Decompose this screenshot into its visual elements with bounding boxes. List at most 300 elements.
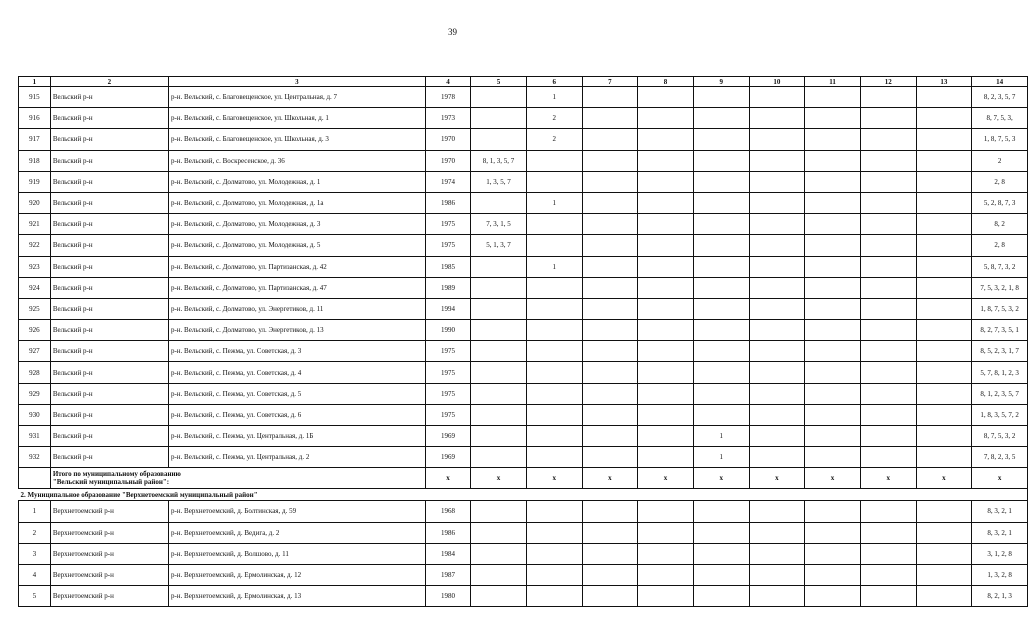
table-cell bbox=[916, 214, 972, 235]
table-cell bbox=[582, 129, 638, 150]
column-header: 8 bbox=[638, 77, 694, 87]
work-types-cell: 8, 3, 2, 1 bbox=[972, 501, 1028, 522]
table-cell bbox=[749, 171, 805, 192]
work-types-cell: 2, 8 bbox=[972, 235, 1028, 256]
table-row bbox=[19, 256, 1028, 277]
table-cell bbox=[471, 564, 527, 585]
district-cell: Вельский р-н bbox=[50, 341, 168, 362]
row-number-cell: 2 bbox=[19, 522, 51, 543]
table-row bbox=[19, 129, 1028, 150]
year-cell: 1975 bbox=[425, 383, 470, 404]
table-cell bbox=[526, 426, 582, 447]
total-label-line1: Итого по муниципальному образованию bbox=[52, 470, 181, 479]
work-types-cell: 8, 7, 5, 3, bbox=[972, 108, 1028, 129]
row-number-cell: 930 bbox=[19, 404, 51, 425]
table-cell bbox=[805, 108, 861, 129]
table-cell bbox=[805, 543, 861, 564]
table-row bbox=[19, 341, 1028, 362]
table-cell bbox=[860, 277, 916, 298]
table-cell bbox=[860, 298, 916, 319]
table-cell bbox=[749, 129, 805, 150]
table-cell bbox=[582, 426, 638, 447]
table-cell bbox=[526, 447, 582, 468]
table-cell bbox=[916, 192, 972, 213]
table-cell bbox=[526, 150, 582, 171]
table-cell bbox=[638, 256, 694, 277]
table-row bbox=[19, 404, 1028, 425]
table-cell: 7, 3, 1, 5 bbox=[471, 214, 527, 235]
total-mark: x bbox=[638, 468, 694, 489]
table-cell bbox=[526, 320, 582, 341]
table-cell bbox=[471, 447, 527, 468]
address-cell: р-н. Вельский, с. Долматово, ул. Партизанская, д. 47 bbox=[168, 277, 425, 298]
table-cell bbox=[19, 468, 51, 489]
table-cell bbox=[860, 447, 916, 468]
address-cell: р-н. Верхнетоемский, д. Ермолинская, д. 13 bbox=[168, 586, 425, 607]
table-cell bbox=[471, 426, 527, 447]
table-cell: 1 bbox=[693, 426, 749, 447]
total-label-line2: "Вельский муниципальный район": bbox=[52, 478, 170, 487]
table-cell bbox=[582, 214, 638, 235]
work-types-cell: 1, 8, 3, 5, 7, 2 bbox=[972, 404, 1028, 425]
row-number-cell: 917 bbox=[19, 129, 51, 150]
table-cell bbox=[638, 564, 694, 585]
table-row bbox=[19, 362, 1028, 383]
table-cell bbox=[916, 404, 972, 425]
year-cell: 1994 bbox=[425, 298, 470, 319]
table-cell bbox=[638, 362, 694, 383]
table-cell bbox=[916, 298, 972, 319]
year-cell: 1975 bbox=[425, 235, 470, 256]
table-cell bbox=[471, 129, 527, 150]
table-row bbox=[19, 447, 1028, 468]
table-cell bbox=[805, 564, 861, 585]
total-mark: x bbox=[916, 468, 972, 489]
district-cell: Вельский р-н bbox=[50, 171, 168, 192]
address-cell: р-н. Верхнетоемский, д. Ведига, д. 2 bbox=[168, 522, 425, 543]
table-cell bbox=[916, 543, 972, 564]
address-cell: р-н. Вельский, с. Долматово, ул. Энергетиков, д. 13 bbox=[168, 320, 425, 341]
table-cell bbox=[526, 298, 582, 319]
district-cell: Вельский р-н bbox=[50, 383, 168, 404]
table-cell bbox=[749, 298, 805, 319]
table-cell bbox=[471, 320, 527, 341]
work-types-cell: 8, 3, 2, 1 bbox=[972, 522, 1028, 543]
table-cell: 2 bbox=[526, 129, 582, 150]
table-cell bbox=[526, 564, 582, 585]
table-cell bbox=[860, 235, 916, 256]
row-number-cell: 931 bbox=[19, 426, 51, 447]
table-row bbox=[19, 383, 1028, 404]
column-header: 4 bbox=[425, 77, 470, 87]
table-cell bbox=[582, 501, 638, 522]
table-cell bbox=[693, 298, 749, 319]
district-cell: Вельский р-н bbox=[50, 447, 168, 468]
work-types-cell: 5, 2, 8, 7, 3 bbox=[972, 192, 1028, 213]
table-cell bbox=[693, 235, 749, 256]
table-cell bbox=[526, 501, 582, 522]
address-cell: р-н. Вельский, с. Благовещенское, ул. Центральная, д. 7 bbox=[168, 87, 425, 108]
table-cell bbox=[749, 404, 805, 425]
table-cell bbox=[638, 277, 694, 298]
year-cell: 1986 bbox=[425, 192, 470, 213]
row-number-cell: 929 bbox=[19, 383, 51, 404]
table-cell bbox=[805, 129, 861, 150]
table-cell bbox=[582, 362, 638, 383]
table-cell bbox=[860, 564, 916, 585]
table-cell bbox=[805, 87, 861, 108]
row-number-cell: 927 bbox=[19, 341, 51, 362]
column-number-row bbox=[19, 77, 1028, 87]
table-row bbox=[19, 87, 1028, 108]
district-cell: Верхнетоемский р-н bbox=[50, 564, 168, 585]
year-cell: 1990 bbox=[425, 320, 470, 341]
district-cell: Вельский р-н bbox=[50, 235, 168, 256]
table-cell bbox=[805, 256, 861, 277]
table-cell bbox=[749, 543, 805, 564]
address-cell: р-н. Вельский, с. Пежма, ул. Центральная, д. 1Б bbox=[168, 426, 425, 447]
table-cell bbox=[471, 277, 527, 298]
table-cell bbox=[916, 426, 972, 447]
year-cell: 1975 bbox=[425, 362, 470, 383]
table-cell bbox=[638, 404, 694, 425]
table-cell bbox=[638, 543, 694, 564]
table-cell bbox=[693, 341, 749, 362]
table-cell bbox=[582, 150, 638, 171]
table-cell bbox=[805, 522, 861, 543]
table-cell bbox=[582, 586, 638, 607]
table-cell: 5, 1, 3, 7 bbox=[471, 235, 527, 256]
table-cell bbox=[749, 586, 805, 607]
table-cell bbox=[638, 108, 694, 129]
table-row bbox=[19, 564, 1028, 585]
table-cell bbox=[638, 383, 694, 404]
table-cell bbox=[582, 192, 638, 213]
table-cell bbox=[916, 501, 972, 522]
column-header: 5 bbox=[471, 77, 527, 87]
table-cell bbox=[526, 235, 582, 256]
table-cell bbox=[693, 383, 749, 404]
row-number-cell: 1 bbox=[19, 501, 51, 522]
table-row bbox=[19, 277, 1028, 298]
table-cell bbox=[693, 522, 749, 543]
district-cell: Верхнетоемский р-н bbox=[50, 501, 168, 522]
table-cell bbox=[582, 108, 638, 129]
row-number-cell: 5 bbox=[19, 586, 51, 607]
year-cell: 1989 bbox=[425, 277, 470, 298]
table-cell bbox=[749, 108, 805, 129]
table-cell bbox=[693, 214, 749, 235]
year-cell: 1984 bbox=[425, 543, 470, 564]
table-cell bbox=[916, 564, 972, 585]
table-cell bbox=[749, 362, 805, 383]
table-cell bbox=[860, 522, 916, 543]
table-cell bbox=[582, 277, 638, 298]
address-cell: р-н. Вельский, с. Долматово, ул. Молодежная, д. 5 bbox=[168, 235, 425, 256]
table-cell bbox=[749, 192, 805, 213]
table-cell bbox=[805, 404, 861, 425]
table-cell bbox=[582, 543, 638, 564]
table-cell bbox=[860, 129, 916, 150]
district-cell: Вельский р-н bbox=[50, 129, 168, 150]
table-cell bbox=[638, 129, 694, 150]
table-cell bbox=[526, 277, 582, 298]
table-cell bbox=[582, 87, 638, 108]
work-types-cell: 8, 2, 3, 5, 7 bbox=[972, 87, 1028, 108]
table-cell bbox=[916, 586, 972, 607]
row-number-cell: 920 bbox=[19, 192, 51, 213]
table-cell bbox=[916, 150, 972, 171]
table-cell bbox=[693, 586, 749, 607]
table-cell bbox=[638, 586, 694, 607]
table-cell bbox=[471, 87, 527, 108]
section-title: 2. Муниципальное образование "Верхнетоемский муниципальный район" bbox=[19, 489, 1028, 501]
table-cell bbox=[471, 192, 527, 213]
table-cell bbox=[471, 362, 527, 383]
column-header: 11 bbox=[805, 77, 861, 87]
table-cell bbox=[860, 108, 916, 129]
table-cell bbox=[860, 543, 916, 564]
work-types-cell: 8, 1, 2, 3, 5, 7 bbox=[972, 383, 1028, 404]
table-row bbox=[19, 320, 1028, 341]
table-cell bbox=[471, 522, 527, 543]
address-cell: р-н. Вельский, с. Долматово, ул. Молодежная, д. 1а bbox=[168, 192, 425, 213]
table-cell bbox=[860, 383, 916, 404]
table-cell bbox=[749, 426, 805, 447]
table-cell bbox=[916, 383, 972, 404]
table-cell bbox=[749, 383, 805, 404]
district-cell: Вельский р-н bbox=[50, 404, 168, 425]
table-cell bbox=[582, 341, 638, 362]
page-number: 39 bbox=[448, 27, 457, 37]
table-cell bbox=[860, 192, 916, 213]
column-header: 12 bbox=[860, 77, 916, 87]
table-cell bbox=[693, 192, 749, 213]
table-cell bbox=[471, 298, 527, 319]
column-header: 9 bbox=[693, 77, 749, 87]
work-types-cell: 1, 8, 7, 5, 3, 2 bbox=[972, 298, 1028, 319]
work-types-cell: 8, 5, 2, 3, 1, 7 bbox=[972, 341, 1028, 362]
table-cell bbox=[805, 341, 861, 362]
table-cell bbox=[471, 383, 527, 404]
table-cell bbox=[693, 362, 749, 383]
table-cell bbox=[638, 87, 694, 108]
table-cell bbox=[805, 447, 861, 468]
address-cell: р-н. Вельский, с. Пежма, ул. Советская, д. 6 bbox=[168, 404, 425, 425]
district-cell: Верхнетоемский р-н bbox=[50, 522, 168, 543]
table-cell bbox=[916, 522, 972, 543]
table-cell bbox=[526, 586, 582, 607]
table-cell bbox=[638, 501, 694, 522]
table-cell bbox=[916, 235, 972, 256]
work-types-cell: 8, 2, 7, 3, 5, 1 bbox=[972, 320, 1028, 341]
table-cell bbox=[860, 256, 916, 277]
table-row bbox=[19, 543, 1028, 564]
table-cell: 1 bbox=[526, 87, 582, 108]
year-cell: 1975 bbox=[425, 404, 470, 425]
table-row bbox=[19, 150, 1028, 171]
row-number-cell: 4 bbox=[19, 564, 51, 585]
column-header: 6 bbox=[526, 77, 582, 87]
work-types-cell: 3, 1, 2, 8 bbox=[972, 543, 1028, 564]
year-cell: 1980 bbox=[425, 586, 470, 607]
table-cell bbox=[749, 277, 805, 298]
row-number-cell: 922 bbox=[19, 235, 51, 256]
table-cell: 1 bbox=[693, 447, 749, 468]
address-cell: р-н. Вельский, с. Воскресенское, д. 36 bbox=[168, 150, 425, 171]
table-cell bbox=[693, 256, 749, 277]
table-cell bbox=[471, 108, 527, 129]
year-cell: 1970 bbox=[425, 129, 470, 150]
table-cell bbox=[916, 171, 972, 192]
work-types-cell: 8, 2 bbox=[972, 214, 1028, 235]
table-cell bbox=[693, 543, 749, 564]
table-cell bbox=[471, 256, 527, 277]
table-cell bbox=[805, 426, 861, 447]
table-cell bbox=[805, 383, 861, 404]
table-cell bbox=[582, 404, 638, 425]
table-cell bbox=[916, 129, 972, 150]
work-types-cell: 8, 2, 1, 3 bbox=[972, 586, 1028, 607]
total-mark: x bbox=[471, 468, 527, 489]
table-cell bbox=[471, 543, 527, 564]
table-cell bbox=[638, 522, 694, 543]
column-header: 2 bbox=[50, 77, 168, 87]
row-number-cell: 928 bbox=[19, 362, 51, 383]
table-cell bbox=[749, 447, 805, 468]
district-cell: Вельский р-н bbox=[50, 362, 168, 383]
row-number-cell: 921 bbox=[19, 214, 51, 235]
table-cell bbox=[916, 256, 972, 277]
table-cell bbox=[526, 171, 582, 192]
work-types-cell: 2 bbox=[972, 150, 1028, 171]
table-cell bbox=[693, 150, 749, 171]
table-row bbox=[19, 522, 1028, 543]
table-cell bbox=[805, 586, 861, 607]
district-cell: Вельский р-н bbox=[50, 298, 168, 319]
table-cell bbox=[805, 214, 861, 235]
table-cell bbox=[749, 320, 805, 341]
district-cell: Вельский р-н bbox=[50, 277, 168, 298]
table-cell bbox=[860, 362, 916, 383]
table-cell bbox=[860, 171, 916, 192]
table-cell bbox=[693, 87, 749, 108]
table-row bbox=[19, 586, 1028, 607]
table-cell bbox=[860, 586, 916, 607]
table-cell bbox=[638, 298, 694, 319]
total-mark: x bbox=[805, 468, 861, 489]
year-cell: 1975 bbox=[425, 214, 470, 235]
table-cell bbox=[805, 171, 861, 192]
table-cell bbox=[860, 320, 916, 341]
column-header: 14 bbox=[972, 77, 1028, 87]
column-header: 3 bbox=[168, 77, 425, 87]
district-cell: Верхнетоемский р-н bbox=[50, 543, 168, 564]
table-row bbox=[19, 171, 1028, 192]
table-cell bbox=[526, 383, 582, 404]
table-cell bbox=[582, 298, 638, 319]
work-types-cell: 1, 3, 2, 8 bbox=[972, 564, 1028, 585]
district-cell: Вельский р-н bbox=[50, 108, 168, 129]
address-cell: р-н. Вельский, с. Долматово, ул. Партизанская, д. 42 bbox=[168, 256, 425, 277]
address-cell: р-н. Вельский, с. Долматово, ул. Молодежная, д. 3 bbox=[168, 214, 425, 235]
address-cell: р-н. Вельский, с. Пежма, ул. Советская, д. 5 bbox=[168, 383, 425, 404]
table-cell bbox=[860, 341, 916, 362]
table-cell bbox=[526, 341, 582, 362]
table-cell bbox=[582, 171, 638, 192]
table-cell bbox=[805, 298, 861, 319]
year-cell: 1986 bbox=[425, 522, 470, 543]
year-cell: 1974 bbox=[425, 171, 470, 192]
table-cell bbox=[749, 564, 805, 585]
work-types-cell: 5, 8, 7, 3, 2 bbox=[972, 256, 1028, 277]
table-cell bbox=[916, 277, 972, 298]
total-mark: x bbox=[582, 468, 638, 489]
address-cell: р-н. Вельский, с. Благовещенское, ул. Школьная, д. 1 bbox=[168, 108, 425, 129]
district-cell: Вельский р-н bbox=[50, 150, 168, 171]
table-cell bbox=[916, 320, 972, 341]
table-cell bbox=[582, 320, 638, 341]
table-cell bbox=[582, 447, 638, 468]
table-cell bbox=[860, 214, 916, 235]
district-cell: Вельский р-н bbox=[50, 214, 168, 235]
table-cell bbox=[693, 129, 749, 150]
address-cell: р-н. Вельский, с. Долматово, ул. Молодежная, д. 1 bbox=[168, 171, 425, 192]
district-cell: Вельский р-н bbox=[50, 192, 168, 213]
table-cell bbox=[638, 341, 694, 362]
work-types-cell: 2, 8 bbox=[972, 171, 1028, 192]
year-cell: 1975 bbox=[425, 341, 470, 362]
table-cell bbox=[916, 362, 972, 383]
address-cell: р-н. Вельский, с. Пежма, ул. Центральная, д. 2 bbox=[168, 447, 425, 468]
table-cell bbox=[582, 564, 638, 585]
table-row bbox=[19, 192, 1028, 213]
table-cell: 8, 1, 3, 5, 7 bbox=[471, 150, 527, 171]
table-cell bbox=[693, 564, 749, 585]
table-cell bbox=[805, 150, 861, 171]
work-types-cell: 5, 7, 8, 1, 2, 3 bbox=[972, 362, 1028, 383]
table-cell bbox=[526, 543, 582, 564]
table-cell: 1, 3, 5, 7 bbox=[471, 171, 527, 192]
table-cell bbox=[526, 404, 582, 425]
district-cell: Вельский р-н bbox=[50, 320, 168, 341]
total-mark: x bbox=[526, 468, 582, 489]
district-cell: Вельский р-н bbox=[50, 87, 168, 108]
table-row bbox=[19, 298, 1028, 319]
table-cell bbox=[916, 341, 972, 362]
address-cell: р-н. Верхнетоемский, д. Волшово, д. 11 bbox=[168, 543, 425, 564]
column-header: 7 bbox=[582, 77, 638, 87]
row-number-cell: 915 bbox=[19, 87, 51, 108]
table-cell bbox=[526, 522, 582, 543]
row-number-cell: 923 bbox=[19, 256, 51, 277]
district-cell: Вельский р-н bbox=[50, 426, 168, 447]
table-cell bbox=[805, 501, 861, 522]
total-mark: x bbox=[972, 468, 1028, 489]
table-row bbox=[19, 501, 1028, 522]
address-cell: р-н. Верхнетоемский, д. Ермолинская, д. 12 bbox=[168, 564, 425, 585]
row-number-cell: 925 bbox=[19, 298, 51, 319]
table-cell bbox=[693, 404, 749, 425]
year-cell: 1978 bbox=[425, 87, 470, 108]
table-cell bbox=[749, 522, 805, 543]
column-header: 13 bbox=[916, 77, 972, 87]
table-cell bbox=[749, 341, 805, 362]
work-types-cell: 7, 8, 2, 3, 5 bbox=[972, 447, 1028, 468]
work-types-cell: 8, 7, 5, 3, 2 bbox=[972, 426, 1028, 447]
row-number-cell: 918 bbox=[19, 150, 51, 171]
table-row bbox=[19, 108, 1028, 129]
